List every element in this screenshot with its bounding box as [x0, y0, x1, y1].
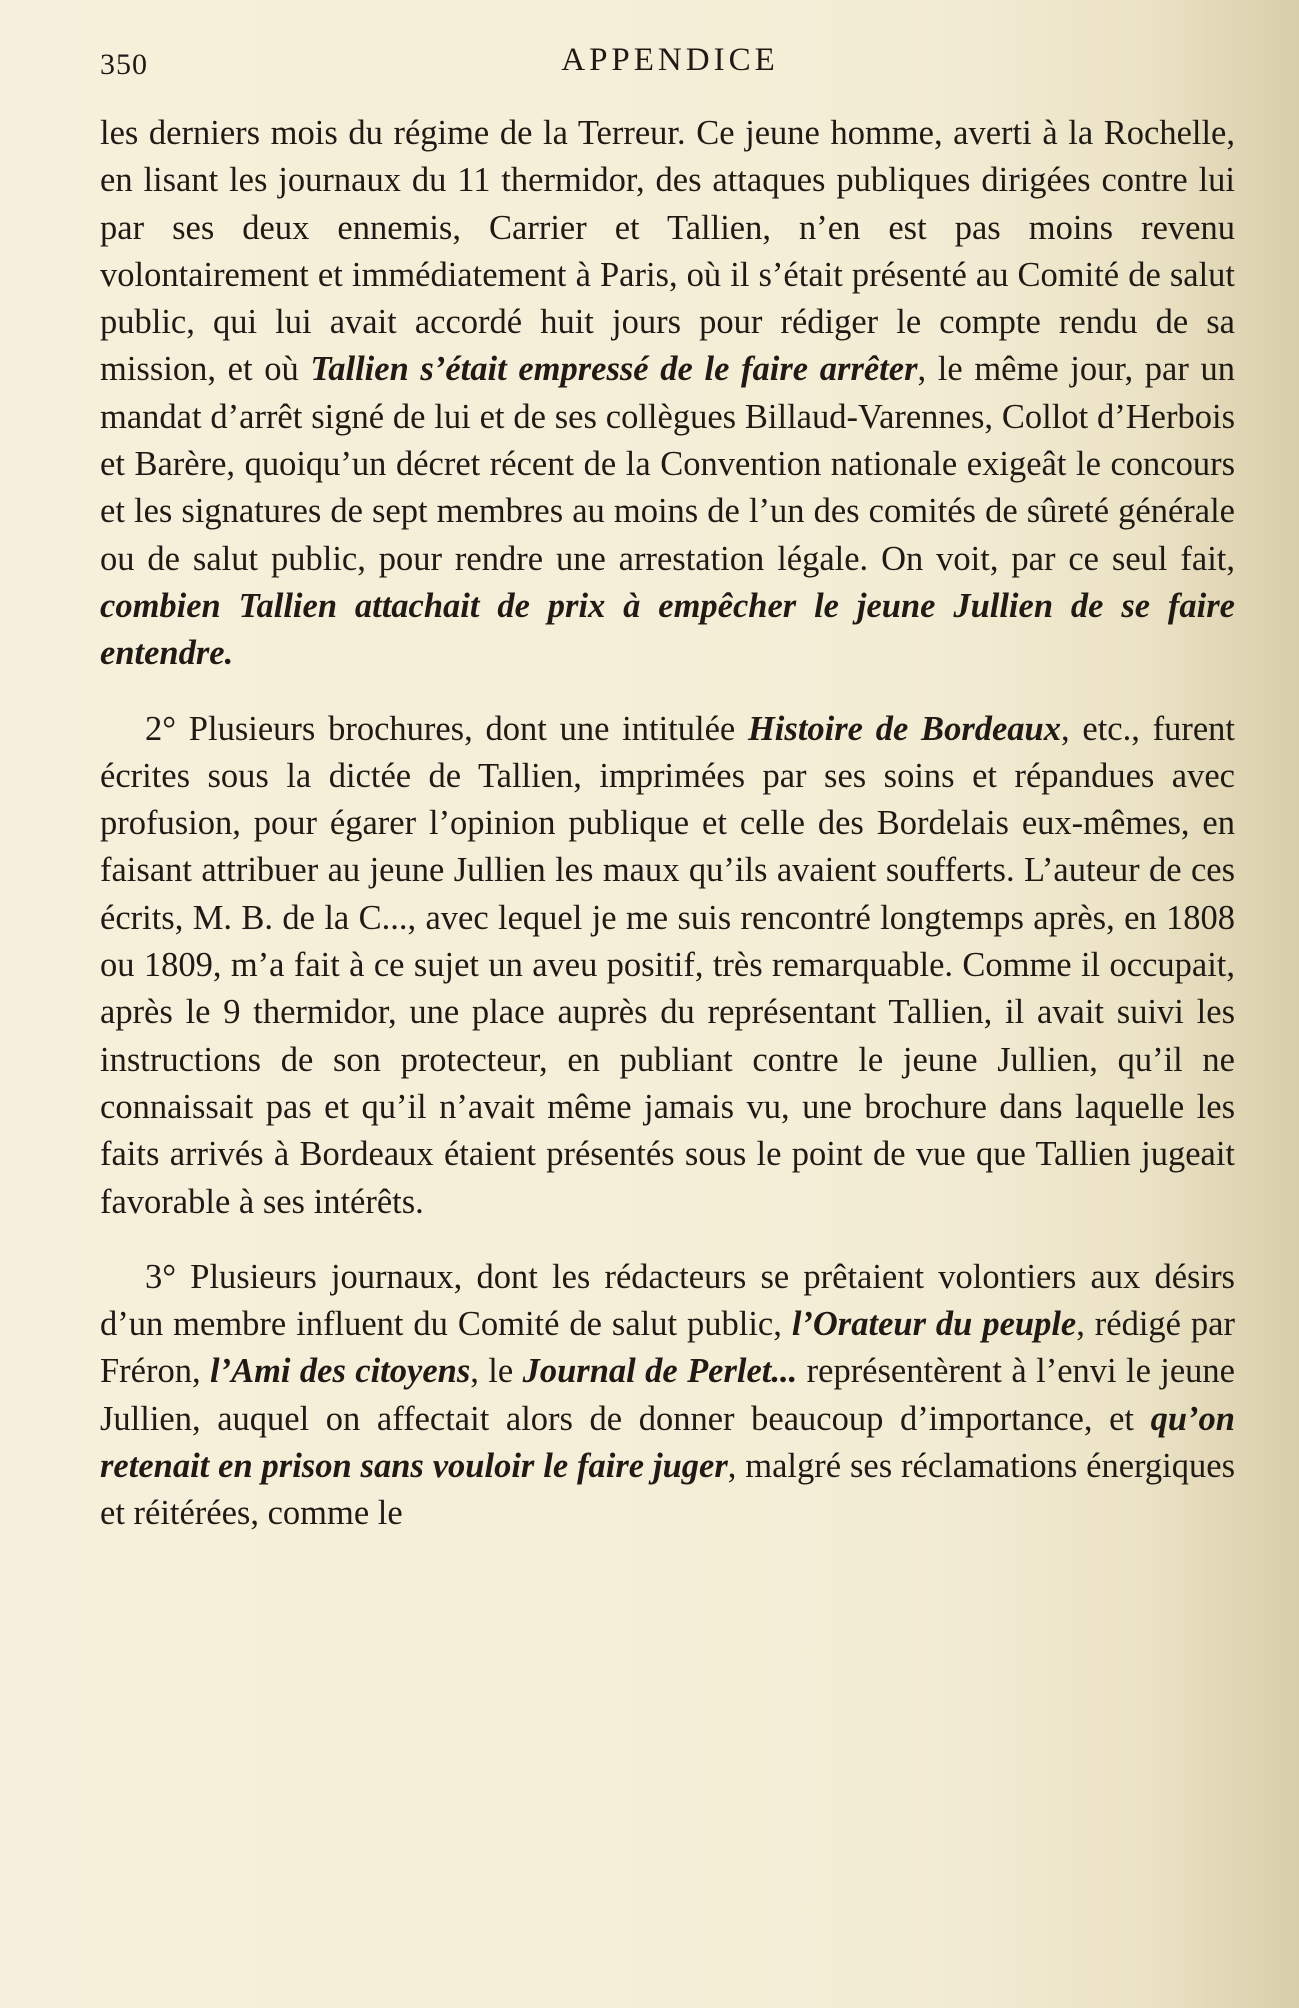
text-segment: 3° Plusieurs journaux, dont les rédacteurs se prêtaient volontiers aux désirs d’un membre influent du Comité de salut public, [100, 1257, 1235, 1344]
text-segment: , malgré ses réclamations énergiques et réitérées, comme le [100, 1447, 1235, 1533]
italic-segment: Histoire de Bordeaux [747, 709, 1061, 748]
paragraph-1 [100, 110, 1235, 678]
text-segment: , rédigé par Fréron, [100, 1305, 1235, 1391]
paragraph-2 [100, 706, 1235, 1226]
text-segment: , le [470, 1352, 523, 1391]
text-segment: les derniers mois du régime de la Terreur. Ce jeune homme, averti à la Rochelle, en lisant les journaux du 11 thermidor, des attaques publiques dirigées contre lui par ses deux ennemis, Carrier et Tallien, n’en est pas moins revenu volontairement et immédiatement à Paris, où il s’était présenté au Comité de salut public, qui lui avait accordé huit jours pour rédiger le compte rendu de sa mission, et où [100, 114, 1235, 389]
italic-segment: qu’on retenait en prison sans vouloir le faire juger [100, 1399, 1235, 1486]
italic-segment: Tallien s’était empressé de le faire arrêter [310, 350, 918, 389]
text-segment: , le même jour, par un mandat d’arrêt signé de lui et de ses collègues Billaud-Varennes, Collot d’Herbois et Barère, quoiqu’un décret récent de la Convention nationale exigeât le concours et les signatures de sept membres au moins de l’un des comités de sûreté générale ou de salut public, pour rendre une arrestation légale. On voit, par ce seul fait, [100, 350, 1235, 578]
body-text [100, 110, 1235, 1538]
page-header [100, 40, 1240, 90]
italic-segment: l’Orateur du peuple [791, 1305, 1077, 1344]
text-segment: 2° Plusieurs brochures, dont une intitulée [145, 709, 748, 748]
italic-segment: combien Tallien attachait de prix à empêcher le jeune Jullien de se faire entendre. [100, 586, 1235, 673]
italic-segment: l’Ami des citoyens [210, 1352, 471, 1391]
running-head: APPENDICE [561, 42, 779, 78]
paragraph-3 [100, 1254, 1235, 1538]
text-segment: , etc., furent écrites sous la dictée de Tallien, imprimées par ses soins et répandues avec profusion, pour égarer l’opinion publique et celle des Bordelais eux-mêmes, en faisant attribuer au jeune Jullien les maux qu’ils avaient soufferts. L’auteur de ces écrits, M. B. de la C..., avec lequel je me suis rencontré longtemps après, en 1808 ou 1809, m’a fait à ce sujet un aveu positif, très remarquable. Comme il occupait, après le 9 thermidor, une place auprès du représentant Tallien, il avait suivi les instructions de son protecteur, en publiant contre le jeune Jullien, qu’il ne connaissait pas et qu’il n’avait même jamais vu, une brochure dans laquelle les faits arrivés à Bordeaux étaient présentés sous le point de vue que Tallien jugeait favorable à ses intérêts. [100, 709, 1235, 1221]
page-number: 350 [100, 48, 148, 81]
italic-segment: Journal de Perlet... [522, 1352, 798, 1391]
text-segment: représentèrent à l’envi le jeune Jullien, auquel on affectait alors de donner beaucoup d’importance, et [100, 1352, 1235, 1438]
